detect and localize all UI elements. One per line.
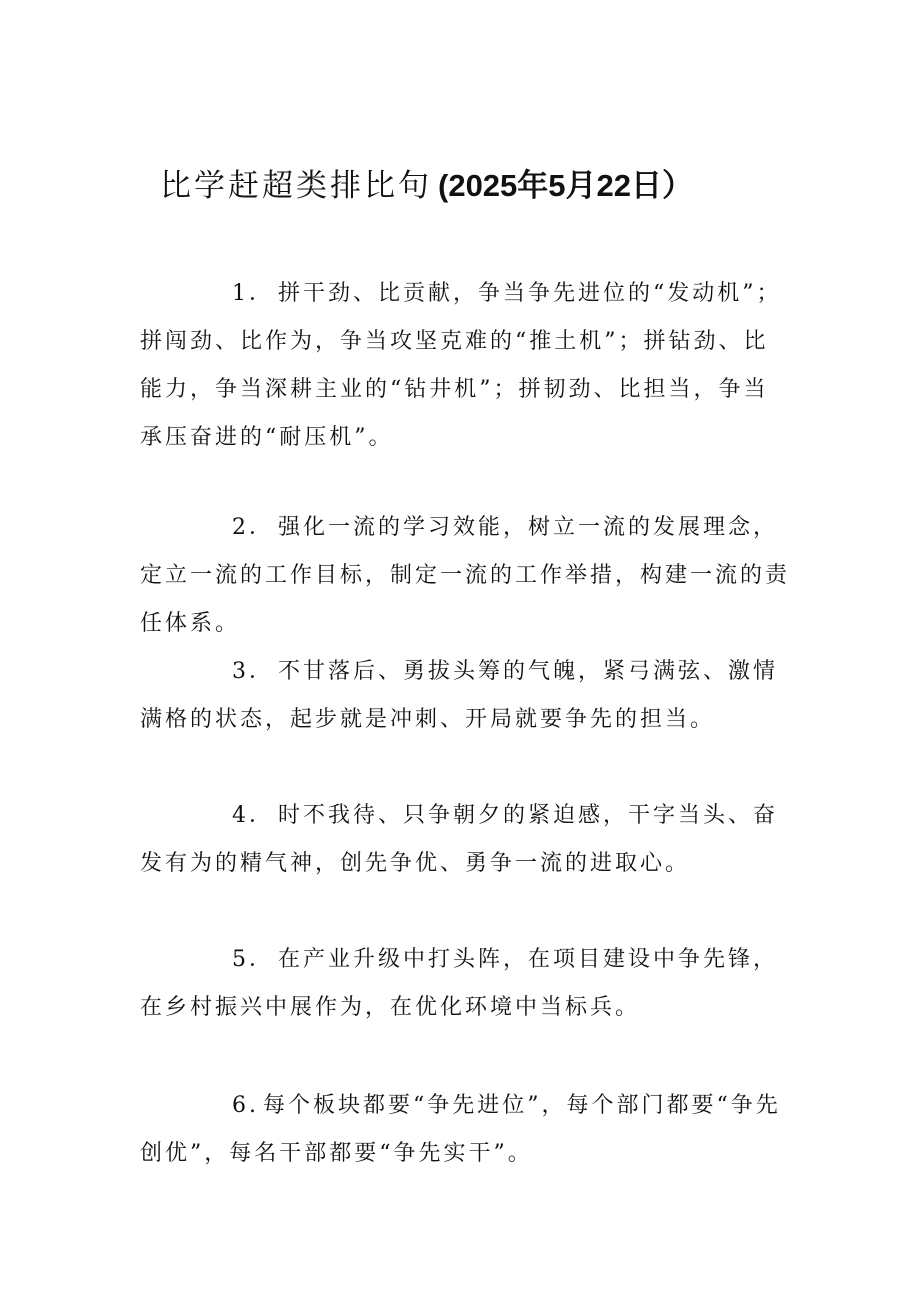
paragraph-3 — [140, 648, 790, 744]
paragraph-text: 不甘落后、勇拔头筹的气魄，紧弓满弦、激情满格的状态，起步就是冲刺、开局就要争先的担当。 — [140, 659, 779, 732]
title-text: 比学赶超类排比句 — [160, 167, 432, 204]
paragraph-text: 拼干劲、比贡献，争当争先进位的“发动机”；拼闯劲、比作为，争当攻坚克难的“推土机”；拼钻劲、比能力，争当深耕主业的“钻井机”；拼韧劲、比担当，争当承压奋进的“耐压机”。 — [140, 281, 782, 450]
paragraph-number: 2． — [232, 515, 274, 540]
paragraph-number: 4． — [232, 803, 274, 828]
paragraph-1 — [140, 270, 790, 462]
document-title — [160, 164, 860, 208]
paragraph-number: 6. — [232, 1093, 259, 1118]
title-date: (2025年5月22日） — [438, 167, 694, 203]
paragraph-6 — [140, 1082, 790, 1178]
paragraph-number: 5． — [232, 947, 274, 972]
paragraph-text: 强化一流的学习效能，树立一流的发展理念，定立一流的工作目标，制定一流的工作举措，构建一流的责任体系。 — [140, 515, 791, 636]
paragraph-text: 在产业升级中打头阵，在项目建设中争先锋，在乡村振兴中展作为，在优化环境中当标兵。 — [140, 947, 779, 1020]
paragraph-number: 1． — [232, 281, 274, 306]
paragraph-2 — [140, 504, 790, 648]
paragraph-text: 每个板块都要“争先进位”，每个部门都要“争先创优”，每名干部都要“争先实干”。 — [140, 1093, 781, 1166]
paragraph-number: 3． — [232, 659, 274, 684]
paragraph-text: 时不我待、只争朝夕的紧迫感，干字当头、奋发有为的精气神，创先争优、勇争一流的进取心。 — [140, 803, 779, 876]
paragraph-5 — [140, 936, 790, 1032]
paragraph-4 — [140, 792, 790, 888]
